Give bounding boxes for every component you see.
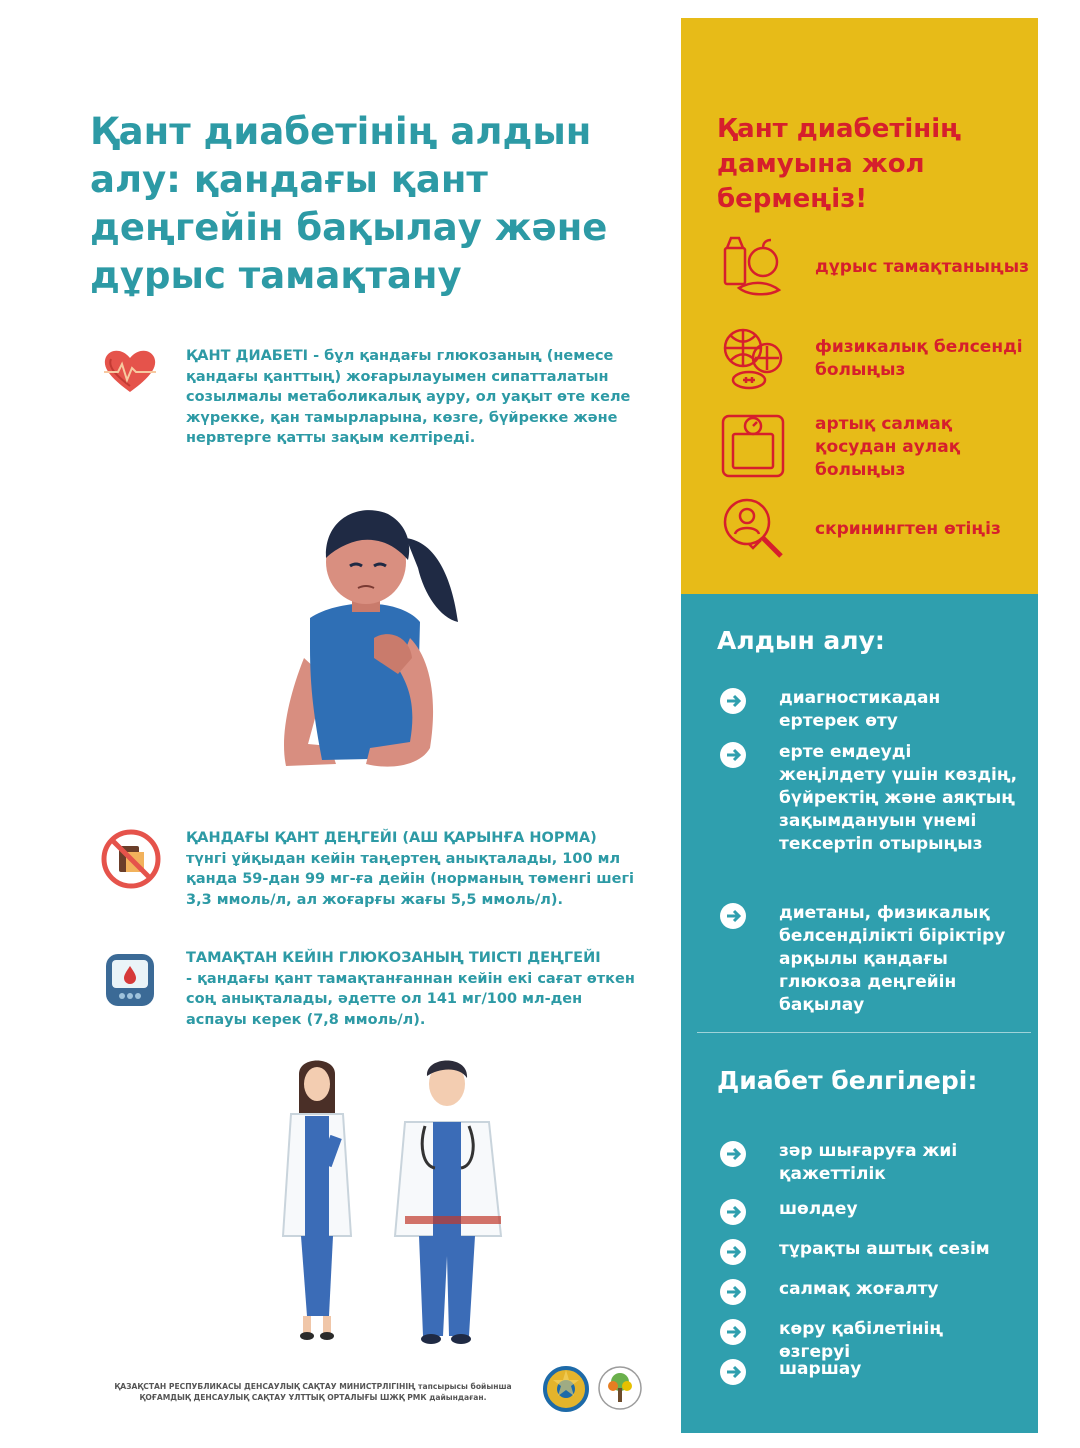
symptom-item bbox=[719, 1140, 1019, 1186]
tip-item bbox=[719, 232, 1029, 302]
glucometer-icon bbox=[100, 948, 170, 1014]
no-sweets-icon bbox=[100, 828, 170, 894]
tip-item bbox=[719, 412, 1029, 482]
tip-label: дұрыс тамақтаныңыз bbox=[815, 256, 1030, 277]
definition-block bbox=[100, 346, 640, 449]
prevention-tips-panel bbox=[681, 18, 1038, 594]
arrow-right-icon bbox=[719, 1140, 747, 1168]
prevention-item-label: диагностикадан ертерек өту bbox=[779, 688, 941, 731]
tip-item bbox=[719, 494, 1029, 564]
arrow-right-icon bbox=[719, 1238, 747, 1266]
prevention-heading: Алдын алу: bbox=[717, 626, 885, 655]
prevention-item-label: ерте емдеуді жеңілдету үшін көздің, бүйректің және аяқтың зақымдануын үнемі тексертіп отырыңыз bbox=[779, 742, 1018, 854]
definition-lead: ҚАНТ ДИАБЕТІ bbox=[186, 348, 309, 364]
tip-label: артық салмақ қосудан аулақ болыңыз bbox=[815, 413, 961, 480]
symptom-item bbox=[719, 1238, 1019, 1266]
woman-illustration bbox=[270, 498, 470, 802]
arrow-right-icon bbox=[719, 687, 747, 715]
divider bbox=[697, 1032, 1031, 1033]
screening-icon bbox=[719, 494, 789, 564]
info-panel bbox=[681, 594, 1038, 1433]
arrow-right-icon bbox=[719, 1278, 747, 1306]
fasting-block bbox=[100, 828, 640, 910]
doctors-illustration bbox=[255, 1056, 525, 1350]
health-center-logo-icon bbox=[597, 1364, 643, 1416]
fasting-text: түнгі ұйқыдан кейін таңертең анықталады, 100 мл қанда 59-дан 99 мг-ға дейін (норманың төменгі шегі 3,3 ммоль/л, ал жоғарғы жағы 5,5 ммоль/л). bbox=[186, 850, 635, 908]
after-meal-text: - қандағы қант тамақтанғаннан кейін екі сағат өткен соң анықталады, әдетте ол 141 мг/100 мл-ден аспауы керек (7,8 ммоль/л). bbox=[186, 970, 635, 1028]
tip-label: скринингтен өтіңіз bbox=[815, 518, 1001, 539]
sports-ball-icon bbox=[719, 324, 789, 394]
symptom-label: салмақ жоғалту bbox=[779, 1279, 939, 1299]
heart-icon bbox=[100, 346, 170, 400]
prevention-item bbox=[719, 741, 1019, 856]
fasting-heading: ҚАНДАҒЫ ҚАНТ ДЕҢГЕЙІ (АШ ҚАРЫНҒА НОРМА) bbox=[186, 830, 597, 846]
arrow-right-icon bbox=[719, 902, 747, 930]
tip-label: физикалық белсенді болыңыз bbox=[815, 337, 1023, 380]
after-meal-heading: ТАМАҚТАН КЕЙІН ГЛЮКОЗАНЫҢ ТИІСТІ ДЕҢГЕЙІ bbox=[186, 950, 601, 966]
arrow-right-icon bbox=[719, 1198, 747, 1226]
tip-item bbox=[719, 324, 1029, 394]
symptom-label: зәр шығаруға жиі қажеттілік bbox=[779, 1141, 958, 1184]
symptom-label: шөлдеу bbox=[779, 1199, 858, 1219]
footer-line-2: ҚОҒАМДЫҚ ДЕНСАУЛЫҚ САҚТАУ ҰЛТТЫҚ ОРТАЛЫҒЫ ШЖҚ РМК дайындаған. bbox=[139, 1393, 487, 1402]
scale-icon bbox=[719, 412, 789, 482]
arrow-right-icon bbox=[719, 1358, 747, 1386]
footer-line-1: ҚАЗАҚСТАН РЕСПУБЛИКАСЫ ДЕНСАУЛЫҚ САҚТАУ МИНИСТРЛІГІНІҢ тапсырысы бойынша bbox=[114, 1382, 512, 1391]
symptom-item bbox=[719, 1278, 1019, 1306]
definition-text: - бұл қандағы глюкозаның (немесе қандағы қанттың) жоғарылауымен сипатталатын созылмалы метаболикалық ауру, ол уақыт өте келе жүрекке, қан тамырларына, көзге, бүйрекке және нервтерге қатты зақым келтіреді. bbox=[186, 348, 631, 446]
state-emblem-icon bbox=[543, 1364, 589, 1418]
symptom-item bbox=[719, 1198, 1019, 1226]
symptom-label: шаршау bbox=[779, 1359, 862, 1379]
symptoms-heading: Диабет белгілері: bbox=[717, 1066, 978, 1095]
prevention-item bbox=[719, 902, 1019, 1017]
food-icon bbox=[719, 232, 789, 302]
symptom-item bbox=[719, 1358, 1019, 1386]
prevention-item bbox=[719, 687, 1019, 733]
arrow-right-icon bbox=[719, 741, 747, 769]
symptom-label: көру қабілетінің өзгеруі bbox=[779, 1319, 944, 1362]
page-title: Қант диабетінің алдын алу: қандағы қант деңгейін бақылау және дұрыс тамақтану bbox=[90, 110, 608, 297]
after-meal-block bbox=[100, 948, 640, 1030]
arrow-right-icon bbox=[719, 1318, 747, 1346]
symptom-label: тұрақты аштық сезім bbox=[779, 1239, 990, 1259]
yellow-panel-title: Қант диабетінің дамуына жол бермеңіз! bbox=[717, 114, 962, 214]
prevention-item-label: диетаны, физикалық белсенділікті біріктіру арқылы қандағы глюкоза деңгейін бақылау bbox=[779, 903, 1006, 1015]
footer bbox=[88, 1381, 538, 1403]
